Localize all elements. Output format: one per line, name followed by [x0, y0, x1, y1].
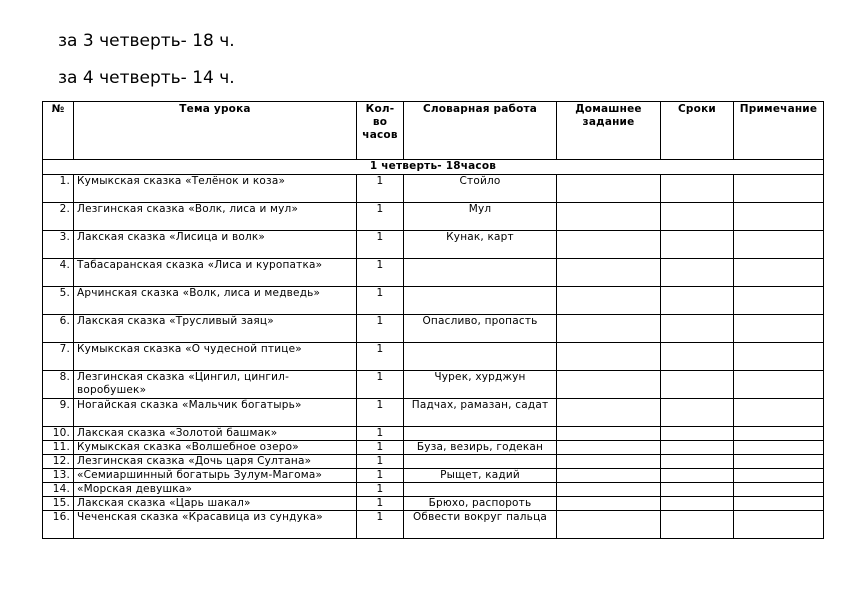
row-dates: [661, 469, 734, 483]
row-topic: Арчинская сказка «Волк, лиса и медведь»: [74, 287, 357, 315]
row-hours: 1: [357, 315, 404, 343]
quarter-row: [43, 160, 824, 175]
row-notes: [734, 469, 824, 483]
row-topic: Кумыкская сказка «Волшебное озеро»: [74, 441, 357, 455]
row-notes: [734, 483, 824, 497]
row-vocabulary: Обвести вокруг пальца: [404, 511, 557, 539]
table-row: [43, 175, 824, 203]
row-hours: 1: [357, 399, 404, 427]
row-topic: Лакская сказка «Трусливый заяц»: [74, 315, 357, 343]
row-number: 5.: [43, 287, 74, 315]
row-topic: Лезгинская сказка «Волк, лиса и мул»: [74, 203, 357, 231]
row-topic: Кумыкская сказка «Телёнок и коза»: [74, 175, 357, 203]
row-hours: 1: [357, 483, 404, 497]
col-header-notes: Примечание: [734, 102, 824, 160]
table-row: [43, 259, 824, 287]
row-vocabulary: [404, 455, 557, 469]
row-topic: Ногайская сказка «Мальчик богатырь»: [74, 399, 357, 427]
table-row: [43, 343, 824, 371]
row-number: 9.: [43, 399, 74, 427]
row-notes: [734, 315, 824, 343]
row-number: 1.: [43, 175, 74, 203]
row-number: 15.: [43, 497, 74, 511]
row-hours: 1: [357, 231, 404, 259]
row-dates: [661, 371, 734, 399]
row-homework: [557, 455, 661, 469]
row-hours: 1: [357, 203, 404, 231]
row-hours: 1: [357, 371, 404, 399]
col-header-dates: Сроки: [661, 102, 734, 160]
row-dates: [661, 315, 734, 343]
row-number: 11.: [43, 441, 74, 455]
row-homework: [557, 315, 661, 343]
row-topic: Лакская сказка «Золотой башмак»: [74, 427, 357, 441]
row-dates: [661, 497, 734, 511]
row-dates: [661, 399, 734, 427]
row-homework: [557, 175, 661, 203]
row-homework: [557, 203, 661, 231]
table-row: [43, 455, 824, 469]
row-hours: 1: [357, 511, 404, 539]
row-vocabulary: Падчах, рамазан, садат: [404, 399, 557, 427]
row-homework: [557, 343, 661, 371]
row-dates: [661, 441, 734, 455]
row-vocabulary: Мул: [404, 203, 557, 231]
col-header-homework: Домашнее задание: [557, 102, 661, 160]
row-homework: [557, 427, 661, 441]
row-vocabulary: [404, 343, 557, 371]
row-topic: «Морская девушка»: [74, 483, 357, 497]
row-dates: [661, 259, 734, 287]
row-dates: [661, 511, 734, 539]
row-homework: [557, 371, 661, 399]
row-notes: [734, 497, 824, 511]
row-homework: [557, 469, 661, 483]
row-vocabulary: Кунак, карт: [404, 231, 557, 259]
row-vocabulary: [404, 259, 557, 287]
row-vocabulary: Рыщет, кадий: [404, 469, 557, 483]
row-notes: [734, 203, 824, 231]
row-topic: Лезгинская сказка «Цингил, цингил-воробушек»: [74, 371, 357, 399]
row-number: 14.: [43, 483, 74, 497]
row-notes: [734, 175, 824, 203]
row-notes: [734, 231, 824, 259]
table-row: [43, 315, 824, 343]
row-dates: [661, 287, 734, 315]
table-row: [43, 287, 824, 315]
row-dates: [661, 343, 734, 371]
row-number: 12.: [43, 455, 74, 469]
row-hours: 1: [357, 287, 404, 315]
row-number: 10.: [43, 427, 74, 441]
row-topic: «Семиаршинный богатырь Зулум-Магома»: [74, 469, 357, 483]
row-hours: 1: [357, 455, 404, 469]
row-vocabulary: [404, 287, 557, 315]
row-notes: [734, 287, 824, 315]
row-dates: [661, 175, 734, 203]
row-topic: Чеченская сказка «Красавица из сундука»: [74, 511, 357, 539]
row-homework: [557, 399, 661, 427]
col-header-hours: Кол-во часов: [357, 102, 404, 160]
row-dates: [661, 455, 734, 469]
row-vocabulary: Брюхо, распороть: [404, 497, 557, 511]
row-notes: [734, 371, 824, 399]
row-number: 3.: [43, 231, 74, 259]
row-number: 4.: [43, 259, 74, 287]
row-homework: [557, 441, 661, 455]
row-notes: [734, 399, 824, 427]
row-topic: Лакская сказка «Царь шакал»: [74, 497, 357, 511]
row-topic: Кумыкская сказка «О чудесной птице»: [74, 343, 357, 371]
table-row: [43, 441, 824, 455]
row-hours: 1: [357, 175, 404, 203]
col-header-number: №: [43, 102, 74, 160]
row-vocabulary: [404, 483, 557, 497]
row-dates: [661, 483, 734, 497]
row-number: 2.: [43, 203, 74, 231]
row-homework: [557, 497, 661, 511]
row-homework: [557, 483, 661, 497]
row-dates: [661, 231, 734, 259]
table-row: [43, 203, 824, 231]
row-vocabulary: [404, 427, 557, 441]
row-homework: [557, 231, 661, 259]
table-row: [43, 497, 824, 511]
row-vocabulary: Буза, везирь, годекан: [404, 441, 557, 455]
row-number: 7.: [43, 343, 74, 371]
row-homework: [557, 287, 661, 315]
table-row: [43, 371, 824, 399]
row-hours: 1: [357, 469, 404, 483]
row-dates: [661, 427, 734, 441]
row-number: 13.: [43, 469, 74, 483]
row-number: 6.: [43, 315, 74, 343]
row-notes: [734, 343, 824, 371]
quarter-3-heading: за 3 четверть- 18 ч.: [58, 31, 235, 51]
quarter-label: 1 четверть- 18часов: [43, 160, 824, 175]
row-notes: [734, 441, 824, 455]
col-header-topic: Тема урока: [74, 102, 357, 160]
row-topic: Лезгинская сказка «Дочь царя Султана»: [74, 455, 357, 469]
row-vocabulary: Стойло: [404, 175, 557, 203]
row-hours: 1: [357, 259, 404, 287]
row-homework: [557, 511, 661, 539]
row-vocabulary: Опасливо, пропасть: [404, 315, 557, 343]
row-topic: Табасаранская сказка «Лиса и куропатка»: [74, 259, 357, 287]
row-hours: 1: [357, 441, 404, 455]
col-header-vocabulary: Словарная работа: [404, 102, 557, 160]
row-hours: 1: [357, 343, 404, 371]
row-topic: Лакская сказка «Лисица и волк»: [74, 231, 357, 259]
row-homework: [557, 259, 661, 287]
table-header-row: [43, 102, 824, 160]
row-notes: [734, 259, 824, 287]
row-number: 8.: [43, 371, 74, 399]
row-dates: [661, 203, 734, 231]
table-row: [43, 427, 824, 441]
table-row: [43, 511, 824, 539]
row-notes: [734, 511, 824, 539]
row-hours: 1: [357, 497, 404, 511]
quarter-4-heading: за 4 четверть- 14 ч.: [58, 68, 235, 88]
table-row: [43, 469, 824, 483]
table-row: [43, 483, 824, 497]
lesson-plan-table: [42, 101, 824, 539]
table-row: [43, 399, 824, 427]
row-hours: 1: [357, 427, 404, 441]
table-row: [43, 231, 824, 259]
row-notes: [734, 455, 824, 469]
row-notes: [734, 427, 824, 441]
row-vocabulary: Чурек, хурджун: [404, 371, 557, 399]
row-number: 16.: [43, 511, 74, 539]
